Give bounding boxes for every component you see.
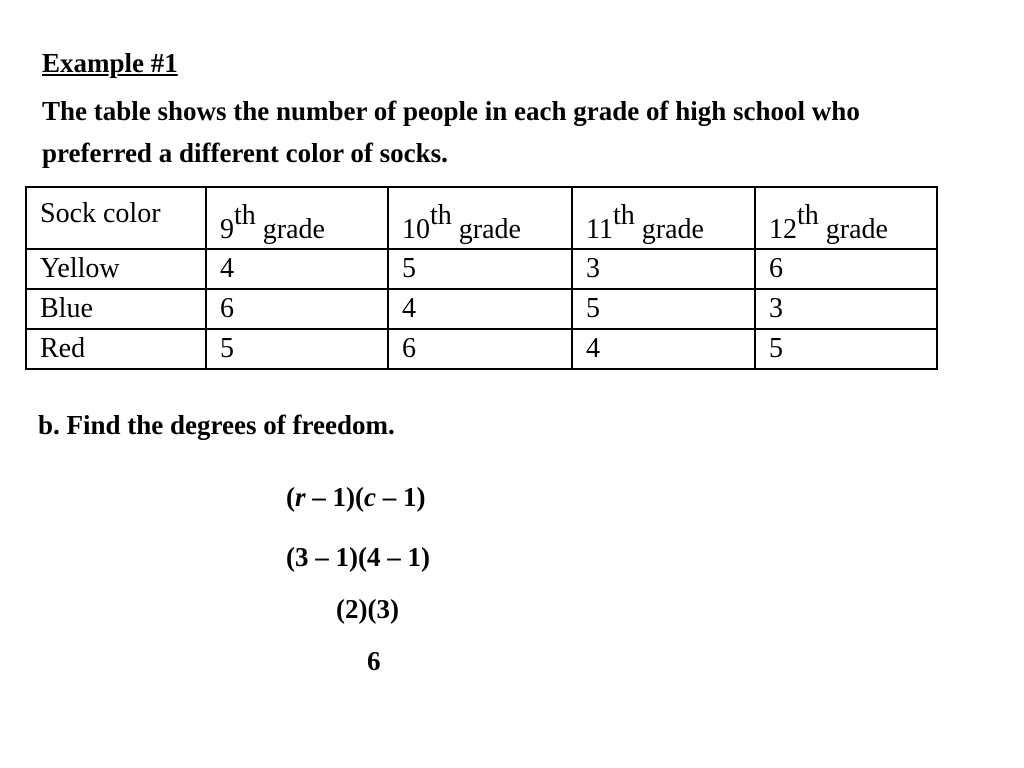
header-grade-9: 9th grade [206, 187, 388, 249]
table-cell: 6 [755, 249, 937, 289]
formula-general: (r – 1)(c – 1) [286, 482, 426, 512]
header-sock-color: Sock color [26, 187, 206, 249]
header-grade-11: 11th grade [572, 187, 755, 249]
table-row [26, 329, 937, 369]
table-cell: 5 [755, 329, 937, 369]
row-label: Yellow [26, 249, 206, 289]
table-cell: 3 [755, 289, 937, 329]
question-b: b. Find the degrees of freedom. [38, 410, 395, 440]
table-cell: 3 [572, 249, 755, 289]
variable-c: c [364, 482, 376, 512]
table-row [26, 289, 937, 329]
table-cell: 6 [388, 329, 572, 369]
table-row [26, 249, 937, 289]
problem-statement: The table shows the number of people in each grade of high school who preferred a different color of socks. [42, 96, 860, 168]
table-cell: 4 [206, 249, 388, 289]
sock-color-table [25, 186, 938, 370]
formula-result: 6 [367, 646, 381, 676]
formula-substituted: (3 – 1)(4 – 1) [286, 542, 430, 572]
row-label: Blue [26, 289, 206, 329]
header-grade-12: 12th grade [755, 187, 937, 249]
formula-simplified: (2)(3) [336, 594, 399, 624]
table-cell: 5 [388, 249, 572, 289]
row-label: Red [26, 329, 206, 369]
example-heading: Example #1 [42, 48, 178, 78]
table-cell: 5 [206, 329, 388, 369]
table-cell: 4 [572, 329, 755, 369]
table-cell: 5 [572, 289, 755, 329]
variable-r: r [295, 482, 306, 512]
table-header-row [26, 187, 937, 249]
table-cell: 6 [206, 289, 388, 329]
header-grade-10: 10th grade [388, 187, 572, 249]
table-cell: 4 [388, 289, 572, 329]
